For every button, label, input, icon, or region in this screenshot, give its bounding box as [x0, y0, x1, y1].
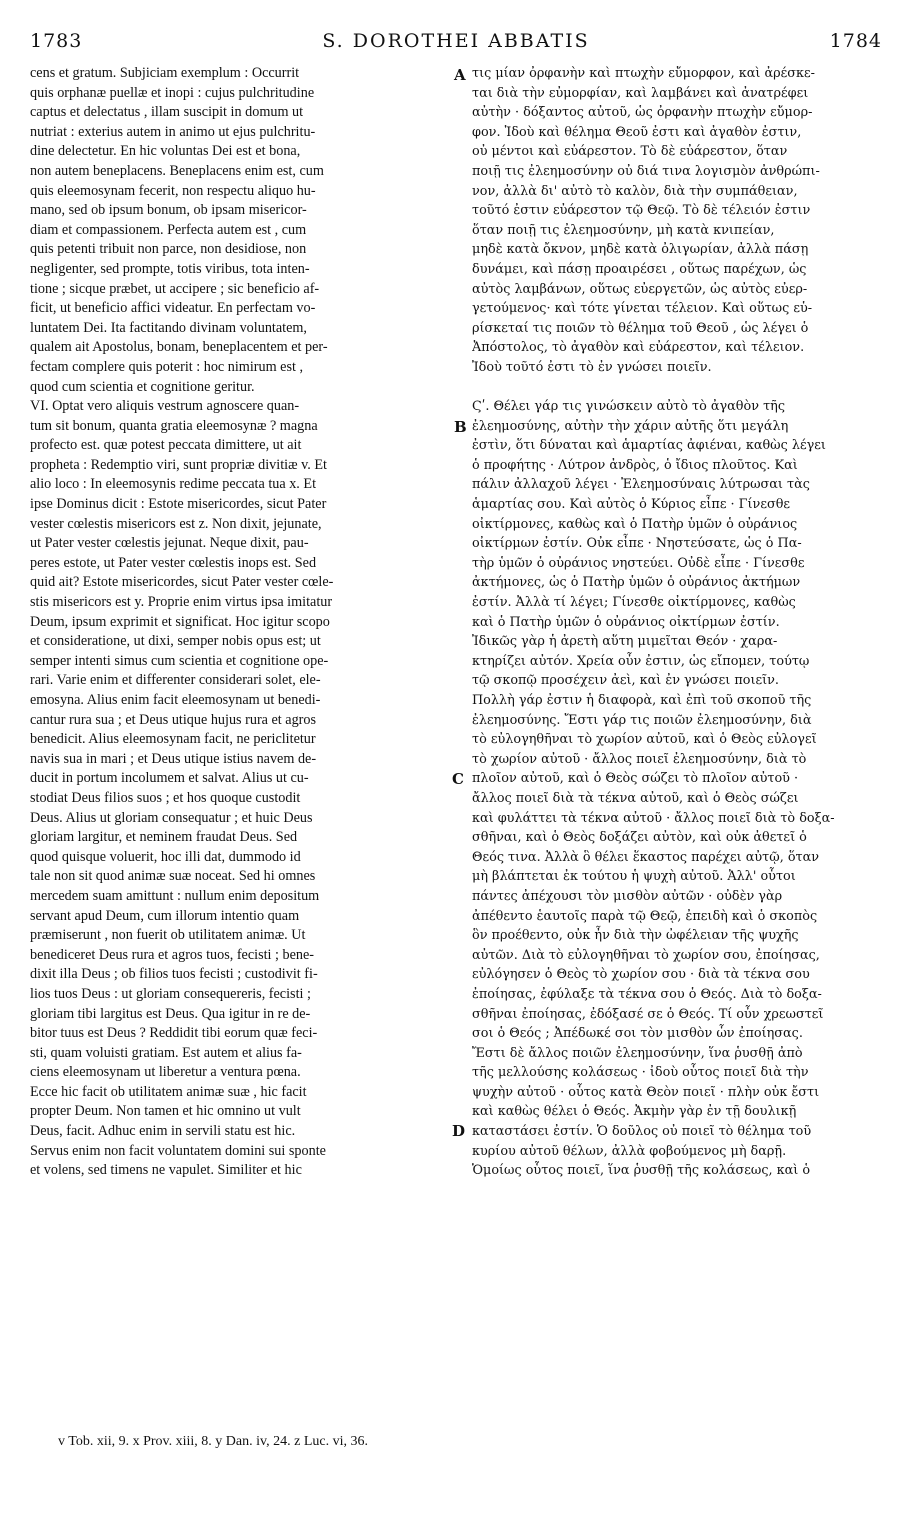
greek-column [472, 64, 880, 1181]
greek-line: αὐτῶν. Διὰ τὸ εὐλογηθῆναι τὸ χωρίον σου, ἐποίησας, [472, 947, 820, 963]
greek-line: τὸ χωρίον αὐτοῦ · ἄλλος ποιεῖ ἐλεημοσύνην, διὰ τὸ [472, 751, 807, 767]
latin-line: quis eleemosynam fecerit, non respectu aliquo hu- [30, 182, 316, 199]
page-number-right: 1784 [829, 30, 882, 52]
latin-line: profecto est. quæ potest peccata dimittere, ut ait [30, 437, 302, 454]
greek-line: νον, ἀλλὰ δι' αὐτὸ τὸ καλὸν, διὰ τὴν συμπάθειαν, [472, 183, 798, 199]
latin-line: tum sit bonum, quanta gratia eleemosynæ ? magna [30, 417, 318, 434]
greek-line: κυρίου αὐτοῦ θέλων, ἀλλὰ φοβούμενος μὴ δαρῇ. [472, 1143, 787, 1159]
greek-line: καταστάσει ἐστίν. Ὁ δοῦλος οὐ ποιεῖ τὸ θέλημα τοῦ [472, 1124, 812, 1140]
greek-line: ὁ προφήτης · Λύτρον ἀνδρὸς, ὁ ἴδιος πλοῦτος. Καὶ [472, 457, 798, 473]
latin-line: quod quisque voluerit, hoc illi dat, dummodo id [30, 848, 301, 865]
greek-line: ἐλεημοσύνης. Ἔστι γάρ τις ποιῶν ἐλεημοσύνην, διὰ [472, 712, 812, 728]
greek-line: τὴρ ὑμῶν ὁ οὐράνιος νηστεύει. Οὐδὲ εἶπε · Γίνεσθε [472, 555, 805, 571]
latin-line: servant apud Deum, cum illorum intentio quam [30, 907, 300, 924]
greek-line: Ἰδικῶς γὰρ ἡ ἀρετὴ αὕτη μιμεῖται Θεόν · χαρα- [472, 634, 778, 650]
latin-line: propter Deum. Non tamen et hic omnino ut vult [30, 1103, 301, 1120]
footnotes: v Tob. xii, 9. x Prov. xiii, 8. y Dan. iv, 24. z Luc. vi, 36. [58, 1434, 368, 1449]
greek-line: ποιῇ τις ἐλεημοσύνην οὐ διά τινα λογισμὸν ἀνθρώπι- [472, 163, 820, 179]
running-title: S. DOROTHEI ABBATIS [322, 30, 590, 52]
latin-line: gloriam largitur, et neminem fraudat Deus. Sed [30, 829, 298, 846]
latin-line: tale non sit quod animæ suæ noceat. Sed hi omnes [30, 868, 316, 885]
greek-line: Πολλὴ γάρ ἐστιν ἡ διαφορὰ, καὶ ἐπὶ τοῦ σκοποῦ τῆς [472, 693, 812, 708]
greek-line: καὶ φυλάττει τὰ τέκνα αὐτοῦ · ἄλλος ποιεῖ διὰ τὸ δοξα- [472, 810, 835, 826]
greek-line: Ϛʹ. Θέλει γάρ τις γινώσκειν αὐτὸ τὸ ἀγαθὸν τῆς [472, 399, 785, 415]
greek-line: ψυχὴν αὐτοῦ · οὗτος κατὰ Θεὸν ποιεῖ · πλὴν οὐκ ἔστι [472, 1084, 820, 1100]
greek-line: ρίσκεταί τις ποιῶν τὸ θέλημα τοῦ Θεοῦ , ὡς λέγει ὁ [472, 320, 809, 336]
greek-line: οἰκτίρμων ἐστίν. Οὐκ εἶπε · Νηστεύσατε, ὡς ὁ Πα- [472, 536, 802, 552]
greek-line: Θεός τινα. Ἀλλὰ ὃ θέλει ἕκαστος παρέχει αὐτῷ, ὅταν [472, 849, 820, 865]
latin-line: mercedem suam amittunt : nullum enim depositum [30, 887, 320, 904]
greek-line: εὐλόγησεν ὁ Θεὸς τὸ χωρίον σου · διὰ τὰ τέκνα σου [472, 967, 810, 983]
greek-line: γετούμενος· καὶ τότε γίνεται τέλειον. Καὶ οὕτως εὑ- [472, 301, 813, 317]
greek-line: Ἰδοὺ τοῦτό ἐστι τὸ ἐν γνώσει ποιεῖν. [472, 359, 712, 375]
greek-line [472, 378, 880, 398]
latin-line: præmiserunt , non fuerit ob utilitatem animæ. Ut [30, 927, 306, 944]
latin-line: cantur rura sua ; et Deus utique hujus rura et agros [30, 711, 317, 728]
greek-line: πάλιν ἀλλαχοῦ λέγει · Ἐλεημοσύναις λύτρωσαι τὰς [472, 477, 810, 493]
latin-line: ipse Dominus dicit : Estote misericordes, sicut Pater [30, 496, 327, 513]
latin-line: quis orphanæ puellæ et inopi : cujus pulchritudine [30, 84, 315, 101]
greek-line: Ἀπόστολος, τὸ ἀγαθὸν καὶ εὐάρεστον, καὶ τέλειον. [472, 340, 805, 356]
greek-line: μὴ βλάπτεται ἐκ τούτου ἡ ψυχὴ αὐτοῦ. Ἀλλ' οὗτοι [472, 869, 796, 885]
latin-line: quis petenti tribuit non parce, non desidiose, non [30, 241, 307, 258]
greek-line: ἐστίν. Ἀλλὰ τί λέγει; Γίνεσθε οἰκτίρμονες, καθὼς [472, 595, 796, 611]
latin-line: negligenter, sed prompte, totis viribus, tota inten- [30, 260, 310, 277]
latin-line: bitor tuus est Deus ? Reddidit tibi eorum quæ feci- [30, 1025, 318, 1042]
greek-line: οὐ μέντοι καὶ εὐάρεστον. Τὸ δὲ εὐάρεστον, ὅταν [472, 144, 788, 160]
latin-line: non autem beneplacens. Beneplacens enim est, cum [30, 162, 324, 179]
latin-line: cens et gratum. Subjiciam exemplum : Occurrit [30, 65, 300, 81]
latin-line: fectam complere quis poterit : hoc nimirum est , [30, 358, 304, 375]
latin-line: dine delectetur. En hic voluntas Dei est et bona, [30, 143, 301, 160]
latin-line: ciens eleemosynam ut liberetur a ventura pœna. [30, 1064, 301, 1081]
latin-line: et volens, sed timens ne vapulet. Similiter et hic [30, 1162, 302, 1179]
greek-line: φον. Ἰδοὺ καὶ θέλημα Θεοῦ ἐστι καὶ ἀγαθὸν ἐστιν, [472, 124, 802, 140]
latin-line: gloriam tibi largitus est Deus. Qua igitur in re de- [30, 1005, 311, 1022]
latin-line: qualem ait Apostolus, bonam, beneplacentem et per- [30, 339, 328, 356]
greek-line: ὅταν ποιῇ τις ἐλεημοσύνην, μὴ κατὰ κνιπείαν, [472, 222, 775, 238]
latin-line: sti, quam voluisti gratiam. Est autem et alius fa- [30, 1044, 302, 1061]
latin-line: VI. Optat vero aliquis vestrum agnoscere quan- [30, 398, 300, 415]
greek-line: καὶ ὁ Πατὴρ ὑμῶν ὁ οὐράνιος οἰκτίρμων ἐστίν. [472, 614, 780, 630]
latin-line: luntatem Dei. Ita factitando divinam voluntatem, [30, 319, 307, 336]
greek-line: ἁμαρτίας σου. Καὶ αὐτὸς ὁ Κύριος εἶπε · Γίνεσθε [472, 497, 791, 513]
greek-line: τοῦτό ἐστιν εὐάρεστον τῷ Θεῷ. Τὸ δὲ τέλειόν ἐστιν [472, 203, 811, 219]
latin-line: stis misericors est y. Proprie enim virtus ipsa imitatur [30, 594, 333, 611]
latin-line: semper intenti simus cum scientia et cognitione ope- [30, 652, 329, 669]
greek-line: ἐστὶν, ὅτι δύναται καὶ ἁμαρτίας ἀφιέναι, καθὼς λέγει [472, 438, 826, 454]
latin-line: ducit in portum incolumem et salvat. Alius ut cu- [30, 770, 309, 787]
latin-line: emosyna. Alius enim facit eleemosynam ut benedi- [30, 692, 321, 708]
latin-line: navis sua in mari ; et Deus utique istius navem de- [30, 750, 317, 767]
latin-line: Deus. Alius ut gloriam consequatur ; et huic Deus [30, 809, 313, 826]
margin-marker-b: B [454, 418, 467, 436]
greek-line: ἐλεημοσύνης, αὐτὴν τὴν χάριν αὐτῆς ὅτι μεγάλη [472, 418, 789, 434]
greek-line: κτηρίζει αὐτόν. Χρεία οὖν ἐστιν, ὡς εἴπομεν, τούτῳ [472, 653, 810, 669]
greek-line: δυνάμει, καὶ πάσῃ προαιρέσει , οὕτως παρέχων, ὡς [472, 261, 807, 277]
page-number-left: 1783 [30, 30, 83, 52]
latin-line: propheta : Redemptio viri, sunt propriæ divitiæ v. Et [30, 456, 327, 473]
greek-line: αὐτὴν · δόξαντος αὐτοῦ, ὡς ὀρφανὴν πτωχὴν εὔμορ- [472, 105, 813, 121]
latin-line: quid ait? Estote misericordes, sicut Pater vester cœle- [30, 574, 334, 591]
latin-line: mano, sed ob ipsum bonum, ob ipsam misericor- [30, 202, 307, 219]
greek-line: ἐποίησας, ἐφύλαξε τὰ τέκνα σου ὁ Θεός. Διὰ τὸ δοξα- [472, 986, 822, 1002]
latin-line: ficit, ut beneficio affici videatur. En perfectam vo- [30, 300, 316, 317]
greek-line: πάντες ἀπέχουσι τὸν μισθὸν αὐτῶν · οὐδὲν γὰρ [472, 888, 783, 904]
greek-line: σοι ὁ Θεός ; Ἀπέδωκέ σοι τὸν μισθὸν ὧν ἐποίησας. [472, 1026, 803, 1042]
latin-line: rari. Varie enim et differenter considerari solet, ele- [30, 672, 321, 689]
latin-line: Deus, facit. Adhuc enim in servili statu est hic. [30, 1123, 296, 1140]
latin-line: tione ; sicque præbet, ut accipere ; sic beneficio af- [30, 280, 320, 297]
greek-line: Ἔστι δὲ ἄλλος ποιῶν ἐλεημοσύνην, ἵνα ῥυσθῇ ἀπὸ [472, 1045, 803, 1061]
margin-marker-c: C [452, 770, 464, 788]
greek-line: πλοῖον αὐτοῦ, καὶ ὁ Θεὸς σώζει τὸ πλοῖον αὐτοῦ · [472, 771, 799, 787]
latin-line: nutriat : exterius autem in animo ut ejus pulchritu- [30, 123, 316, 140]
latin-line: benedicit. Alius eleemosynam facit, ne periclitetur [30, 731, 316, 748]
latin-line: benediceret Deus rura et agros tuos, fecisti ; bene- [30, 946, 315, 963]
latin-line: dixit illa Deus ; ob filios tuos fecisti ; custodivit fi- [30, 966, 318, 983]
latin-line: captus et delectatus , illam suscipit in domum ut [30, 104, 304, 121]
greek-line: ται διὰ τὴν εὐμορφίαν, καὶ λαμβάνει καὶ ἀνατρέφει [472, 85, 809, 101]
greek-line: τις μίαν ὀρφανὴν καὶ πτωχὴν εὔμορφον, καὶ ἀρέσκε- [472, 66, 815, 81]
latin-line: ut Pater vester cœlestis jejunat. Neque dixit, pau- [30, 535, 309, 552]
latin-line: lios tuos Deus : ut gloriam consequereris, fecisti ; [30, 985, 311, 1002]
latin-line: et consideratione, ut dixi, semper nobis opus est; ut [30, 633, 321, 650]
latin-line: Deum, ipsum exprimit et significat. Hoc igitur scopo [30, 613, 330, 630]
greek-line: τῷ σκοπῷ προσέχειν ἀεὶ, καὶ ἐν γνώσει ποιεῖν. [472, 673, 779, 689]
latin-line: Ecce hic facit ob utilitatem animæ suæ , hic facit [30, 1083, 307, 1100]
latin-column [30, 64, 450, 1181]
latin-line: quod cum scientia et cognitione geritur. [30, 378, 255, 395]
latin-line: alio loco : In eleemosynis redime peccata tua x. Et [30, 476, 317, 493]
greek-line: σθῆναι ἐποίησας, ἐδόξασέ σε ὁ Θεός. Τί οὖν χρεωστεῖ [472, 1006, 824, 1022]
greek-line: τὸ εὐλογηθῆναι τὸ χωρίον αὐτοῦ, καὶ ὁ Θεὸς εὐλογεῖ [472, 732, 817, 748]
latin-line: stodiat Deus filios suos ; et hos quoque custodit [30, 789, 301, 806]
greek-line: σθῆναι, καὶ ὁ Θεὸς δοξάζει αὐτὸν, καὶ οὐκ ἀθετεῖ ὁ [472, 830, 807, 846]
greek-line: μηδὲ κατὰ ὄκνον, μηδὲ κατὰ ὀλιγωρίαν, ἀλλὰ πάσῃ [472, 242, 809, 258]
greek-line: ἄλλος ποιεῖ διὰ τὰ τέκνα αὐτοῦ, καὶ ὁ Θεὸς σώζει [472, 790, 799, 806]
latin-line: Servus enim non facit voluntatem domini sui sponte [30, 1142, 326, 1159]
latin-line: vester cœlestis misericors est z. Non dixit, jejunate, [30, 515, 322, 532]
greek-line: οἰκτίρμονες, καθὼς καὶ ὁ Πατὴρ ὑμῶν ὁ οὐράνιος [472, 516, 798, 532]
latin-line: peres estote, ut Pater vester cœlestis inops est. Sed [30, 554, 317, 571]
margin-marker-d: D [452, 1122, 466, 1140]
greek-line: καὶ καθὼς θέλει ὁ Θεός. Ἀκμὴν γὰρ ἐν τῇ δουλικῇ [472, 1104, 797, 1120]
margin-marker-a: A [454, 66, 466, 84]
greek-line: ἀκτήμονες, ὡς ὁ Πατὴρ ὑμῶν ὁ οὐράνιος ἀκτήμων [472, 575, 801, 591]
page-header [30, 30, 882, 60]
greek-line: τῆς μελλούσης κολάσεως · ἰδοὺ οὗτος ποιεῖ διὰ τὴν [472, 1065, 809, 1081]
greek-line: ὃν προέθεντο, οὐκ ἦν διὰ τὴν ὠφέλειαν τῆς ψυχῆς [472, 928, 799, 944]
greek-line: ἀπέθεντο ἑαυτοῖς παρὰ τῷ Θεῷ, ἐπειδὴ καὶ ὁ σκοπὸς [472, 908, 818, 924]
greek-line: Ὁμοίως οὗτος ποιεῖ, ἵνα ῥυσθῇ τῆς κολάσεως, καὶ ὁ [472, 1163, 811, 1179]
latin-line: diam et compassionem. Perfecta autem est , cum [30, 221, 307, 238]
greek-line: αὐτὸς λαμβάνων, οὕτως εὐεργετῶν, ὡς αὐτὸς εὐερ- [472, 281, 808, 297]
